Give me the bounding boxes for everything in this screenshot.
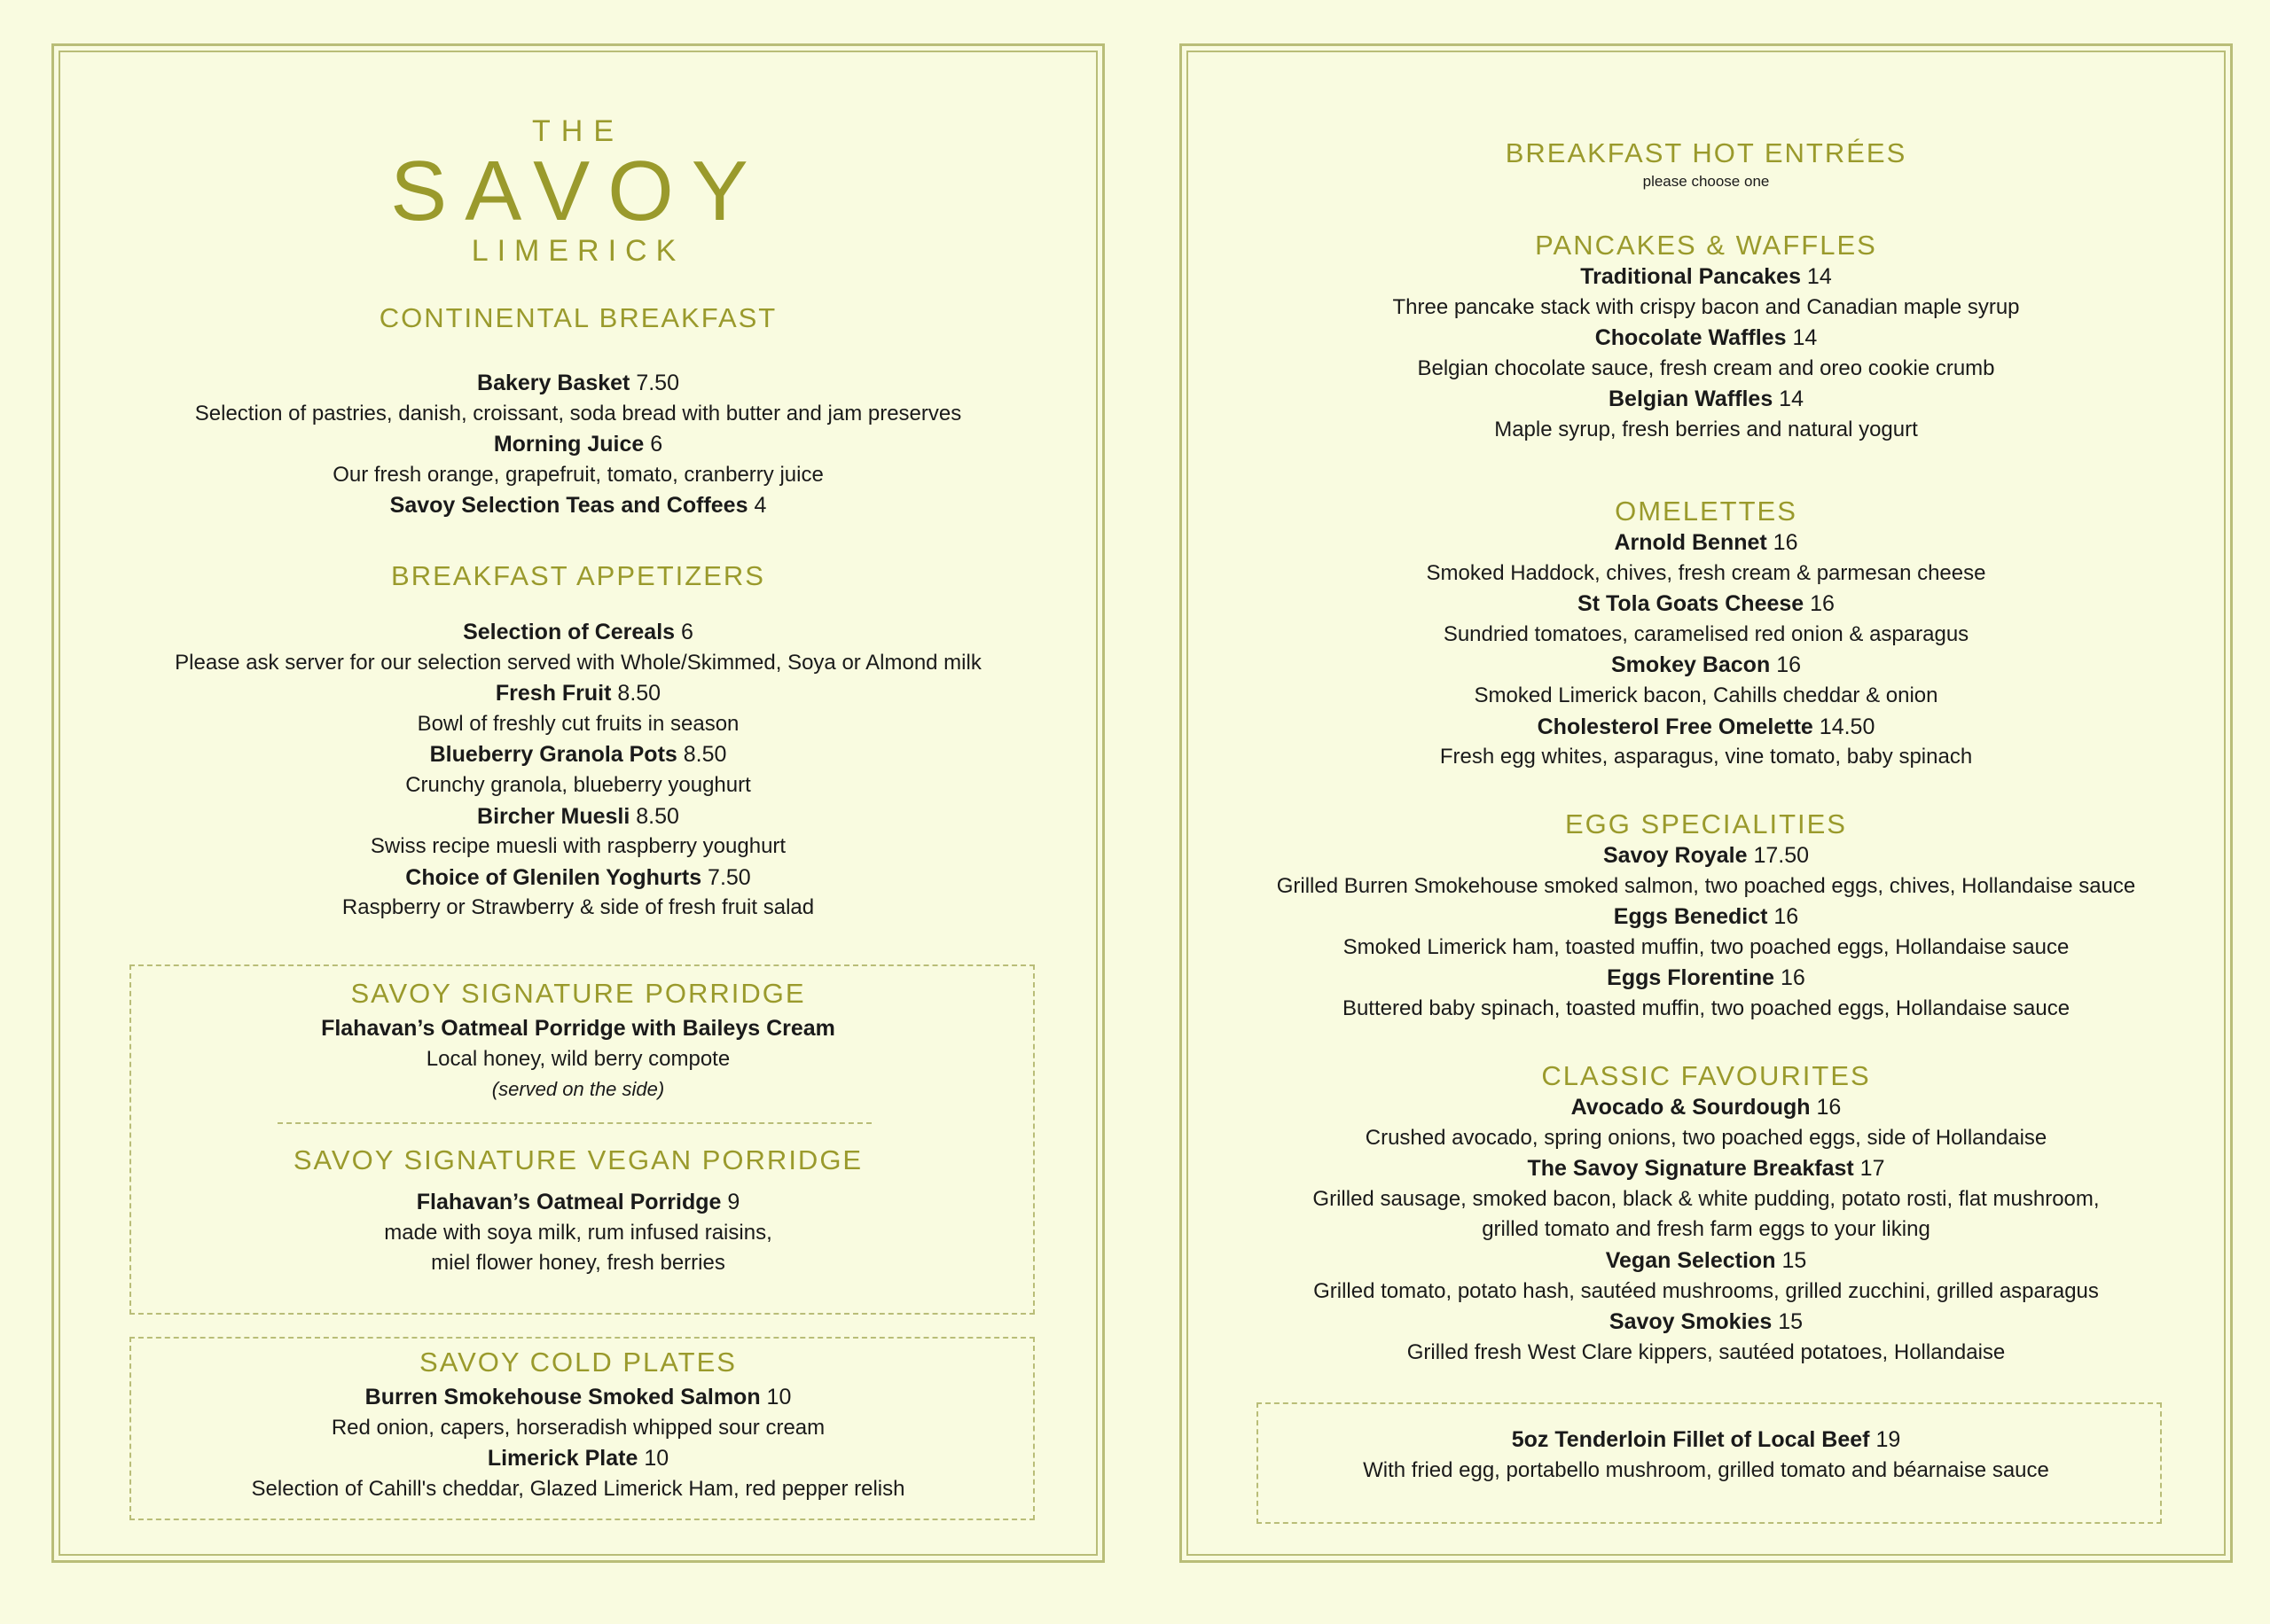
- menu-item-desc: Buttered baby spinach, toasted muffin, two poached eggs, Hollandaise sauce: [1342, 995, 2070, 1020]
- menu-item-name: Choice of Glenilen Yoghurts 7.50: [405, 864, 751, 890]
- menu-item-desc: Grilled Burren Smokehouse smoked salmon, two poached eggs, chives, Hollandaise sauce: [1276, 873, 2136, 898]
- section-title: EGG SPECIALITIES: [1565, 808, 1847, 839]
- right-page-inner-border: [1186, 51, 2226, 1556]
- menu-item-name: Fresh Fruit 8.50: [495, 681, 661, 707]
- menu-item-name: The Savoy Signature Breakfast 17: [1527, 1156, 1885, 1182]
- right-menu-page: [1179, 43, 2233, 1563]
- menu-item-desc: Raspberry or Strawberry & side of fresh fruit salad: [341, 895, 815, 920]
- menu-item-name: Savoy Selection Teas and Coffees 4: [389, 493, 767, 519]
- menu-item-desc: Smoked Limerick bacon, Cahills cheddar & onion: [1474, 683, 1938, 707]
- menu-item-name: Smokey Bacon 16: [1610, 652, 1801, 678]
- menu-item-desc: Three pancake stack with crispy bacon and Canadian maple syrup: [1392, 294, 2020, 319]
- menu-item-desc: With fried egg, portabello mushroom, grilled tomato and béarnaise sauce: [1363, 1457, 2049, 1482]
- menu-item-name: Flahavan’s Oatmeal Porridge with Baileys Cream: [321, 1016, 835, 1041]
- menu-item-name: Eggs Benedict 16: [1613, 904, 1799, 930]
- menu-item-desc: grilled tomato and fresh farm eggs to your liking: [1482, 1217, 1930, 1242]
- section-title: CONTINENTAL BREAKFAST: [379, 302, 778, 333]
- menu-item-name: Savoy Smokies 15: [1609, 1309, 1804, 1335]
- menu-item-name: Blueberry Granola Pots 8.50: [429, 742, 727, 768]
- brand-city: LIMERICK: [471, 234, 685, 268]
- menu-item-name: Selection of Cereals 6: [463, 620, 693, 644]
- menu-item-name: Arnold Bennet 16: [1614, 530, 1798, 555]
- menu-item-name: Limerick Plate 10: [487, 1446, 669, 1472]
- menu-item-name: Traditional Pancakes 14: [1580, 264, 1832, 289]
- section-title: CLASSIC FAVOURITES: [1541, 1060, 1871, 1091]
- egg-specialities-section: [1188, 808, 2224, 1025]
- menu-item-desc: Swiss recipe muesli with raspberry youghurt: [370, 834, 787, 859]
- section-title: BREAKFAST HOT ENTRÉES: [1505, 137, 1907, 168]
- menu-item-name: Bircher Muesli 8.50: [477, 803, 679, 829]
- menu-item-name: 5oz Tenderloin Fillet of Local Beef 19: [1511, 1427, 1901, 1452]
- menu-item-name: Burren Smokehouse Smoked Salmon 10: [364, 1385, 792, 1409]
- appetizers-section: [60, 560, 1096, 924]
- menu-item-desc: Smoked Limerick ham, toasted muffin, two poached eggs, Hollandaise sauce: [1342, 934, 2070, 959]
- omelettes-section: [1188, 496, 2224, 773]
- menu-item-desc: Maple syrup, fresh berries and natural yogurt: [1494, 417, 1918, 441]
- menu-item-name: St Tola Goats Cheese 16: [1577, 591, 1835, 617]
- section-title: SAVOY SIGNATURE PORRIDGE: [350, 978, 806, 1009]
- left-menu-page: [51, 43, 1105, 1563]
- menu-item-name: Vegan Selection 15: [1605, 1247, 1807, 1273]
- section-title: PANCAKES & WAFFLES: [1535, 230, 1877, 261]
- menu-item-name: Chocolate Waffles 14: [1594, 325, 1818, 351]
- menu-item-desc: Crunchy granola, blueberry youghurt: [405, 772, 751, 797]
- menu-item-desc: miel flower honey, fresh berries: [431, 1251, 725, 1276]
- brand-name: SAVOY: [390, 144, 766, 238]
- menu-item-name: Flahavan’s Oatmeal Porridge 9: [416, 1190, 740, 1214]
- menu-item-name: Avocado & Sourdough 16: [1570, 1095, 1842, 1120]
- menu-item-name: Morning Juice 6: [493, 432, 663, 457]
- menu-item-name: Savoy Royale 17.50: [1602, 843, 1810, 868]
- section-title: SAVOY COLD PLATES: [419, 1347, 737, 1378]
- menu-item-desc: Our fresh orange, grapefruit, tomato, cranberry juice: [333, 462, 824, 487]
- classic-favourites-section: [1188, 1060, 2224, 1368]
- menu-item-name: Cholesterol Free Omelette 14.50: [1537, 714, 1875, 739]
- special-item-section: [1188, 1425, 2224, 1486]
- hot-entrees-header: [1188, 137, 2224, 191]
- menu-item-desc: Grilled tomato, potato hash, sautéed mushrooms, grilled zucchini, grilled asparagus: [1313, 1278, 2099, 1303]
- menu-item-name: Bakery Basket 7.50: [477, 371, 679, 395]
- menu-item-name: Belgian Waffles 14: [1609, 386, 1804, 412]
- menu-item-desc: Crushed avocado, spring onions, two poached eggs, side of Hollandaise: [1365, 1125, 2047, 1150]
- menu-item-note: (served on the side): [491, 1078, 665, 1101]
- dashed-divider: [278, 1122, 872, 1124]
- menu-item-desc: Please ask server for our selection served with Whole/Skimmed, Soya or Almond milk: [175, 650, 982, 675]
- menu-item-desc: Sundried tomatoes, caramelised red onion & asparagus: [1443, 621, 1969, 646]
- section-title: SAVOY SIGNATURE VEGAN PORRIDGE: [293, 1144, 864, 1175]
- menu-item-desc: Smoked Haddock, chives, fresh cream & parmesan cheese: [1426, 560, 1986, 585]
- menu-item-desc: Local honey, wild berry compote: [426, 1046, 731, 1071]
- section-title: OMELETTES: [1615, 496, 1797, 527]
- vegan-porridge-section: [60, 1144, 1096, 1279]
- brand-logo: [60, 114, 1096, 269]
- left-page-inner-border: [59, 51, 1098, 1556]
- menu-item-name: Eggs Florentine 16: [1607, 965, 1805, 991]
- continental-section: [60, 302, 1096, 521]
- pancakes-section: [1188, 230, 2224, 446]
- section-title: BREAKFAST APPETIZERS: [391, 560, 765, 591]
- menu-item-desc: Grilled fresh West Clare kippers, sautéed potatoes, Hollandaise: [1406, 1339, 2006, 1364]
- menu-item-desc: Selection of Cahill's cheddar, Glazed Limerick Ham, red pepper relish: [251, 1476, 905, 1501]
- menu-item-desc: made with soya milk, rum infused raisins,: [384, 1220, 772, 1245]
- menu-item-desc: Grilled sausage, smoked bacon, black & white pudding, potato rosti, flat mushroom,: [1312, 1186, 2100, 1211]
- menu-item-desc: Selection of pastries, danish, croissant, soda bread with butter and jam preserves: [194, 401, 962, 426]
- section-subnote: please choose one: [1642, 173, 1770, 190]
- brand-the: THE: [532, 114, 624, 148]
- cold-plates-section: [60, 1347, 1096, 1504]
- menu-item-desc: Red onion, capers, horseradish whipped sour cream: [331, 1415, 826, 1440]
- menu-item-desc: Bowl of freshly cut fruits in season: [417, 711, 740, 736]
- menu-item-desc: Belgian chocolate sauce, fresh cream and oreo cookie crumb: [1417, 355, 1995, 380]
- menu-item-desc: Fresh egg whites, asparagus, vine tomato, baby spinach: [1439, 745, 1973, 769]
- porridge-section: [60, 978, 1096, 1105]
